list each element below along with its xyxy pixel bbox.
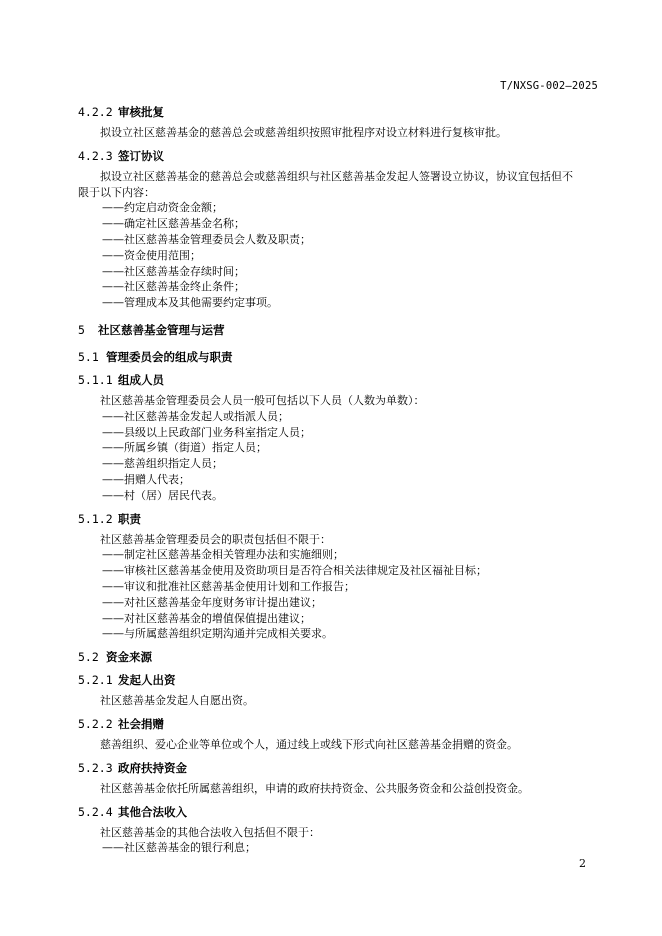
section-title: 社区慈善基金管理与运营: [98, 322, 225, 337]
section-title: 管理委员会的组成与职责: [106, 349, 233, 364]
paragraph: 社区慈善基金的其他合法收入包括但不限于：: [100, 825, 320, 839]
section-title: 社会捐赠: [118, 716, 164, 731]
list-item: ——对社区慈善基金的增值保值提出建议；: [102, 611, 311, 625]
section-number: 5.2.4: [78, 804, 113, 819]
list-item: ——慈善组织指定人员；: [102, 457, 223, 471]
list-item: ——所属乡镇（街道）指定人员；: [102, 441, 267, 455]
section-title: 职责: [118, 511, 141, 526]
heading-5-2-2: [78, 716, 600, 732]
list-item: ——审核社区慈善基金使用及资助项目是否符合相关法律规定及社区福祉目标；: [102, 564, 487, 578]
list-item: ——与所属慈善组织定期沟通并完成相关要求。: [102, 627, 333, 641]
heading-4-2-3: [78, 148, 600, 164]
section-number: 4.2.2: [78, 105, 113, 119]
paragraph-line: 拟设立社区慈善基金的慈善总会或慈善组织与社区慈善基金发起人签署设立协议，协议宜包括但不: [100, 169, 573, 183]
section-number: 5.1: [78, 349, 99, 364]
section-number: 5.2.1: [78, 673, 113, 688]
document-id: T/NXSG-002—2025: [500, 80, 598, 92]
heading-5-1: [78, 349, 600, 365]
section-number: 5.2: [78, 650, 99, 665]
list-item: ——对社区慈善基金年度财务审计提出建议；: [102, 595, 322, 609]
paragraph: 社区慈善基金发起人自愿出资。: [100, 694, 254, 708]
section-number: 5.1.1: [78, 372, 113, 387]
list-item: ——制定社区慈善基金相关管理办法和实施细则；: [102, 548, 344, 562]
list-item: ——社区慈善基金发起人或指派人员；: [102, 409, 289, 423]
paragraph-line: 限于以下内容：: [78, 185, 155, 199]
section-title: 签订协议: [118, 148, 164, 163]
section-number: 5.1.2: [78, 511, 113, 526]
paragraph: 社区慈善基金管理委员会人员一般可包括以下人员（人数为单数）：: [100, 393, 425, 407]
section-number: 5.2.2: [78, 716, 113, 731]
list-item: ——约定启动资金金额；: [102, 201, 223, 215]
heading-4-2-2: [78, 104, 600, 120]
list-item: ——资金使用范围；: [102, 248, 201, 262]
list-item: ——确定社区慈善基金名称；: [102, 217, 245, 231]
paragraph: 社区慈善基金依托所属慈善组织，申请的政府扶持资金、公共服务资金和公益创投资金。: [100, 781, 529, 795]
heading-5-1-2: [78, 511, 600, 527]
paragraph: 慈善组织、爱心企业等单位或个人，通过线上或线下形式向社区慈善基金捐赠的资金。: [100, 737, 518, 751]
list-item: ——社区慈善基金的银行利息；: [102, 841, 256, 855]
heading-5-2-1: [78, 672, 600, 688]
list-item: ——社区慈善基金存续时间；: [102, 264, 245, 278]
section-number: 5.2.3: [78, 760, 113, 775]
heading-5: [78, 322, 600, 338]
section-title: 组成人员: [118, 372, 164, 387]
list-item: ——审议和批准社区慈善基金使用计划和工作报告；: [102, 579, 355, 593]
section-number: 5: [78, 322, 85, 337]
section-title: 资金来源: [106, 650, 152, 665]
page-number: 2: [579, 857, 586, 870]
list-item: ——社区慈善基金终止条件；: [102, 280, 245, 294]
section-number: 4.2.3: [78, 148, 113, 163]
list-item: ——捐赠人代表；: [102, 472, 190, 486]
heading-5-2-4: [78, 804, 600, 820]
heading-5-2: [78, 649, 600, 665]
section-title: 审核批复: [118, 105, 164, 119]
paragraph: 社区慈善基金管理委员会的职责包括但不限于：: [100, 532, 331, 546]
list-item: ——村（居）居民代表。: [102, 488, 223, 502]
page-content: [78, 104, 600, 856]
section-title: 发起人出资: [118, 673, 176, 688]
heading-5-2-3: [78, 760, 600, 776]
section-title: 政府扶持资金: [118, 760, 187, 775]
heading-5-1-1: [78, 372, 600, 388]
list-item: ——县级以上民政部门业务科室指定人员；: [102, 425, 311, 439]
list-item: ——社区慈善基金管理委员会人数及职责；: [102, 232, 311, 246]
list-item: ——管理成本及其他需要约定事项。: [102, 296, 278, 310]
paragraph: 拟设立社区慈善基金的慈善总会或慈善组织按照审批程序对设立材料进行复核审批。: [100, 126, 507, 139]
section-title: 其他合法收入: [118, 804, 187, 819]
